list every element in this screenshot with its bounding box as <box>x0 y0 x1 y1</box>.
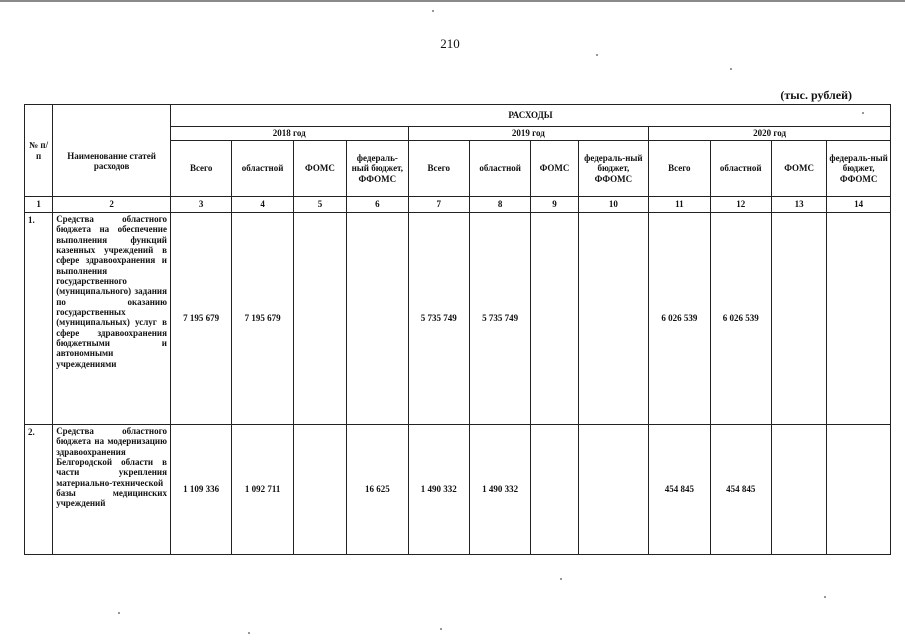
row-index: 2. <box>25 425 53 555</box>
cell-2018-federal <box>347 213 408 425</box>
header-foms: ФОМС <box>771 141 826 197</box>
column-number: 8 <box>469 197 530 213</box>
scan-speck <box>440 628 442 630</box>
header-name-top <box>53 105 171 127</box>
scan-speck <box>730 68 732 70</box>
scan-speck <box>560 578 562 580</box>
cell-2018-foms <box>293 425 346 555</box>
cell-2019-federal <box>578 213 648 425</box>
header-regional: областной <box>232 141 293 197</box>
cell-2020-federal <box>827 425 891 555</box>
cell-2019-federal <box>578 425 648 555</box>
row-index: 1. <box>25 213 53 425</box>
cell-2019-foms <box>531 213 578 425</box>
cell-2019-total: 1 490 332 <box>408 425 469 555</box>
header-name: Наименование статей расходов <box>53 127 171 197</box>
cell-2019-regional: 1 490 332 <box>469 425 530 555</box>
header-foms: ФОМС <box>531 141 578 197</box>
header-total: Всего <box>649 141 710 197</box>
header-foms: ФОМС <box>293 141 346 197</box>
column-number: 6 <box>347 197 408 213</box>
column-number: 1 <box>25 197 53 213</box>
scan-speck <box>248 632 250 634</box>
cell-2019-total: 5 735 749 <box>408 213 469 425</box>
header-regional: областной <box>469 141 530 197</box>
scan-speck <box>118 612 120 614</box>
scan-speck <box>596 54 598 56</box>
page-number: 210 <box>440 36 460 51</box>
scan-speck <box>432 10 434 12</box>
cell-2020-federal <box>827 213 891 425</box>
cell-2020-total: 6 026 539 <box>649 213 710 425</box>
column-number: 12 <box>710 197 771 213</box>
column-number: 14 <box>827 197 891 213</box>
top-border-line <box>0 0 905 2</box>
scan-speck <box>824 596 826 598</box>
column-number: 10 <box>578 197 648 213</box>
header-year-2018: 2018 год <box>170 127 408 141</box>
cell-2020-regional: 6 026 539 <box>710 213 771 425</box>
cell-2018-federal: 16 625 <box>347 425 408 555</box>
header-federal: федераль-ный бюджет, ФФОМС <box>578 141 648 197</box>
row-name: Средства областного бюджета на обеспечение выполнения функций казенных учреждений в сфере здравоохранения и выполнения государственного (муниципального) задания по оказанию государственных (муниципальных) услуг в сфере здравоохранения бюджетными и автономными учреждениями <box>53 213 171 425</box>
header-regional: областной <box>710 141 771 197</box>
header-index: № п/п <box>25 105 53 197</box>
row-name: Средства областного бюджета на модернизацию здравоохранения Белгородской области в части укрепления материально-технической базы медицинских учреждений <box>53 425 171 555</box>
cell-2018-foms <box>293 213 346 425</box>
cell-2019-foms <box>531 425 578 555</box>
cell-2019-regional: 5 735 749 <box>469 213 530 425</box>
table-row <box>25 213 891 425</box>
column-number: 7 <box>408 197 469 213</box>
cell-2020-regional: 454 845 <box>710 425 771 555</box>
column-number: 4 <box>232 197 293 213</box>
cell-2018-regional: 7 195 679 <box>232 213 293 425</box>
column-number: 9 <box>531 197 578 213</box>
units-label: (тыс. рублей) <box>780 88 852 102</box>
column-number: 3 <box>170 197 231 213</box>
cell-2020-foms <box>771 425 826 555</box>
header-year-2019: 2019 год <box>408 127 649 141</box>
header-year-2020: 2020 год <box>649 127 891 141</box>
cell-2018-total: 7 195 679 <box>170 213 231 425</box>
header-total: Всего <box>170 141 231 197</box>
scan-speck <box>862 112 864 114</box>
header-federal: федераль-ный бюджет, ФФОМС <box>347 141 408 197</box>
header-total: Всего <box>408 141 469 197</box>
column-number: 13 <box>771 197 826 213</box>
column-number: 11 <box>649 197 710 213</box>
column-number: 5 <box>293 197 346 213</box>
column-number: 2 <box>53 197 171 213</box>
expenses-table <box>24 104 891 555</box>
cell-2020-total: 454 845 <box>649 425 710 555</box>
header-federal: федераль-ный бюджет, ФФОМС <box>827 141 891 197</box>
cell-2018-total: 1 109 336 <box>170 425 231 555</box>
header-expenses: РАСХОДЫ <box>170 105 890 127</box>
cell-2018-regional: 1 092 711 <box>232 425 293 555</box>
table-row <box>25 425 891 555</box>
cell-2020-foms <box>771 213 826 425</box>
